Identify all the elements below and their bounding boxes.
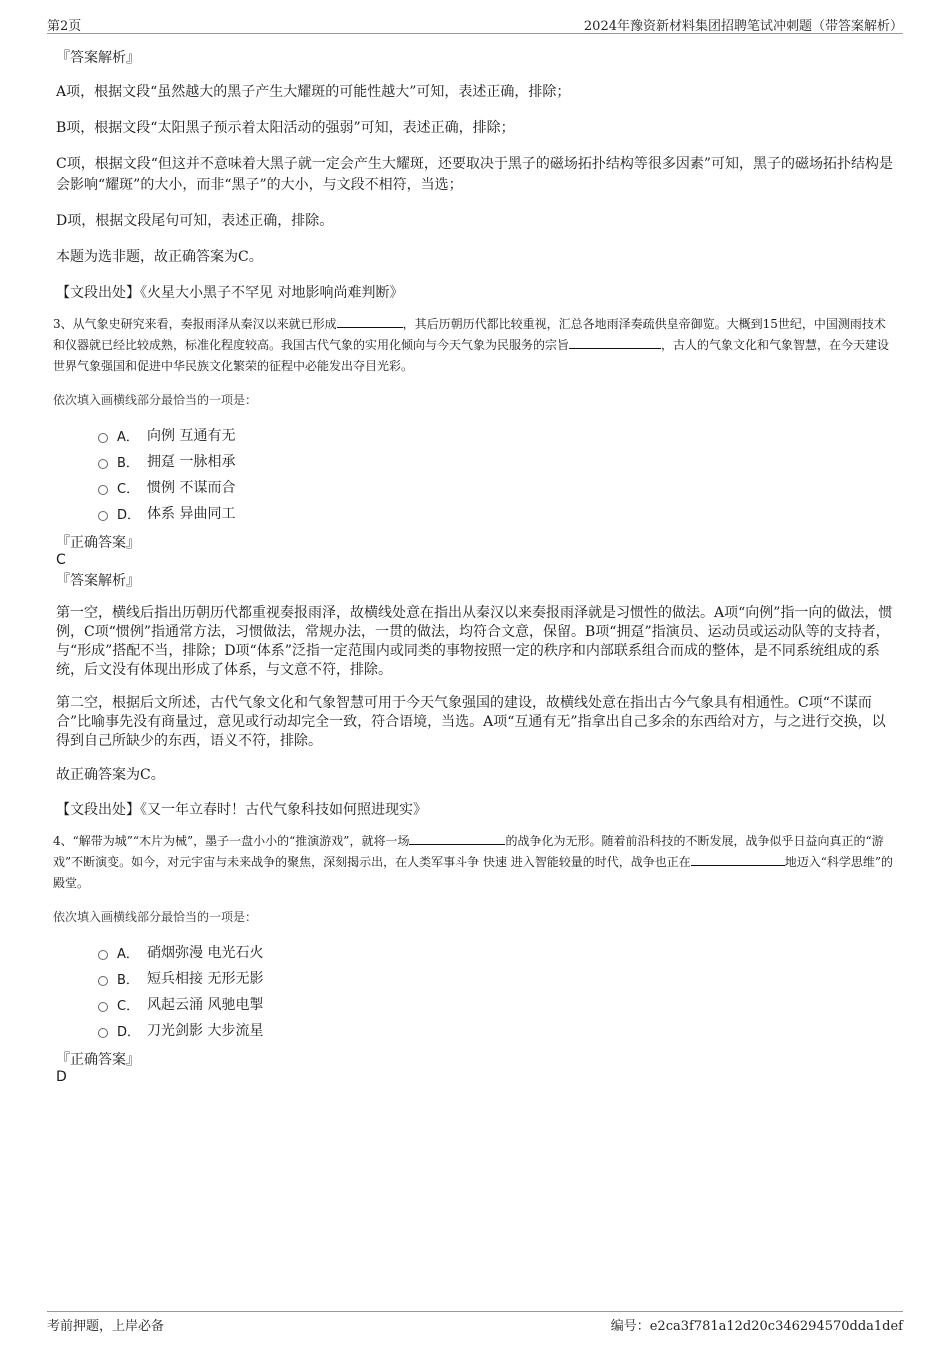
footer-slogan: 考前押题，上岸必备 [47, 1319, 165, 1334]
document-title: 2024年豫资新材料集团招聘笔试冲刺题（带答案解析） [583, 19, 903, 34]
options-list [56, 422, 894, 526]
radio-icon[interactable] [98, 1002, 108, 1012]
answer-value: C [56, 552, 66, 568]
analysis-d: D项，根据文段尾句可知，表述正确，排除。 [56, 213, 334, 229]
blank-1 [337, 315, 403, 328]
option-b[interactable]: B． 拥趸 一脉相承 [98, 448, 894, 474]
analysis-label: 『答案解析』 [56, 50, 140, 66]
analysis-1: 第一空，横线后指出历朝历代都重视奏报雨泽，故横线处意在指出从秦汉以来奏报雨泽就是习惯性的做法。A项“向例”指一向的做法，惯例，C项“惯例”指通常方法，习惯做法，常规办法，一贯的做法，均符合文意，保留。B项“拥趸”指演员、运动员或运动队等的支持者，与“形成”搭配不当，排除；D项“体系”泛指一定范围内或同类的事物按照一定的秩序和内部联系组合而成的整体，是不同系统组成的系统，后文没有体现出形成了体系，与文意不符，排除。 [56, 605, 893, 678]
question-prompt: 依次填入画横线部分最恰当的一项是： [53, 393, 258, 407]
radio-icon[interactable] [98, 976, 108, 986]
options-list [56, 939, 894, 1043]
analysis-b: B项，根据文段“太阳黑子预示着太阳活动的强弱”可知，表述正确，排除； [56, 120, 515, 136]
blank-2 [569, 336, 661, 349]
answer-value: D [56, 1069, 67, 1085]
document-id: 编号：e2ca3f781a12d20c346294570dda1def [610, 1319, 903, 1334]
option-c[interactable]: C． 风起云涌 风驰电掣 [98, 991, 894, 1017]
answer-label: 『正确答案』 [56, 1052, 140, 1068]
option-d[interactable]: D． 体系 异曲同工 [98, 500, 894, 526]
option-d[interactable]: D． 刀光剑影 大步流星 [98, 1017, 894, 1043]
radio-icon[interactable] [98, 1028, 108, 1038]
page-header [47, 14, 903, 34]
conclusion: 本题为选非题，故正确答案为C。 [56, 249, 263, 265]
radio-icon[interactable] [98, 485, 108, 495]
option-a[interactable]: A． 硝烟弥漫 电光石火 [98, 939, 894, 965]
page-content [53, 45, 894, 1085]
conclusion: 故正确答案为C。 [56, 767, 165, 783]
page-footer [47, 1311, 903, 1334]
source: 【文段出处】《又一年立春时！古代气象科技如何照进现实》 [56, 802, 427, 818]
source: 【文段出处】《火星大小黑子不罕见 对地影响尚难判断》 [56, 285, 404, 301]
question-4-text: 4、“解带为城”“木片为械”，墨子一盘小小的“推演游戏”，就将一场 的战争化为无形。随着前沿科技的不断发展，战争似乎日益向真正的“游戏”不断演变。如今，对元宇宙与未来战争的聚焦，深刻揭示出，在人类军事斗争 快速 进入智能较量的时代，战争也正在 地迈入“科学思维”的殿堂。 [53, 834, 894, 890]
question-3-text: 3、从气象史研究来看，奏报雨泽从秦汉以来就已形成 ，其后历朝历代都比较重视，汇总各地雨泽奏疏供皇帝御览。大概到15世纪，中国测雨技术和仪器就已经比较成熟，标准化程度较高。我国古代气象的实用化倾向与今天气象为民服务的宗旨 ，古人的气象文化和气象智慧，在今天建设世界气象强国和促进中华民族文化繁荣的征程中必能发出夺目光彩。 [53, 317, 890, 373]
blank-2 [691, 853, 785, 866]
analysis-2: 第二空，根据后文所述，古代气象文化和气象智慧可用于今天气象强国的建设，故横线处意在指出古今气象具有相通性。C项“不谋而合”比喻事先没有商量过，意见或行动却完全一致，符合语境，当选。A项“互通有无”指拿出自己多余的东西给对方，与之进行交换，以得到自己所缺少的东西，语义不符，排除。 [56, 695, 886, 749]
radio-icon[interactable] [98, 459, 108, 469]
page-number: 第2页 [47, 19, 82, 34]
question-prompt: 依次填入画横线部分最恰当的一项是： [53, 910, 258, 924]
answer-label: 『正确答案』 [56, 535, 140, 551]
radio-icon[interactable] [98, 950, 108, 960]
option-a[interactable]: A． 向例 互通有无 [98, 422, 894, 448]
analysis-a: A项，根据文段“虽然越大的黑子产生大耀斑的可能性越大”可知，表述正确，排除； [56, 84, 571, 100]
radio-icon[interactable] [98, 511, 108, 521]
blank-1 [409, 832, 505, 845]
option-b[interactable]: B． 短兵相接 无形无影 [98, 965, 894, 991]
radio-icon[interactable] [98, 433, 108, 443]
option-c[interactable]: C． 惯例 不谋而合 [98, 474, 894, 500]
analysis-label: 『答案解析』 [56, 573, 140, 589]
analysis-c: C项，根据文段“但这并不意味着大黑子就一定会产生大耀斑，还要取决于黑子的磁场拓扑结构等很多因素”可知，黑子的磁场拓扑结构是会影响“耀斑”的大小，而非“黑子”的大小，与文段不相符，当选； [56, 156, 894, 193]
